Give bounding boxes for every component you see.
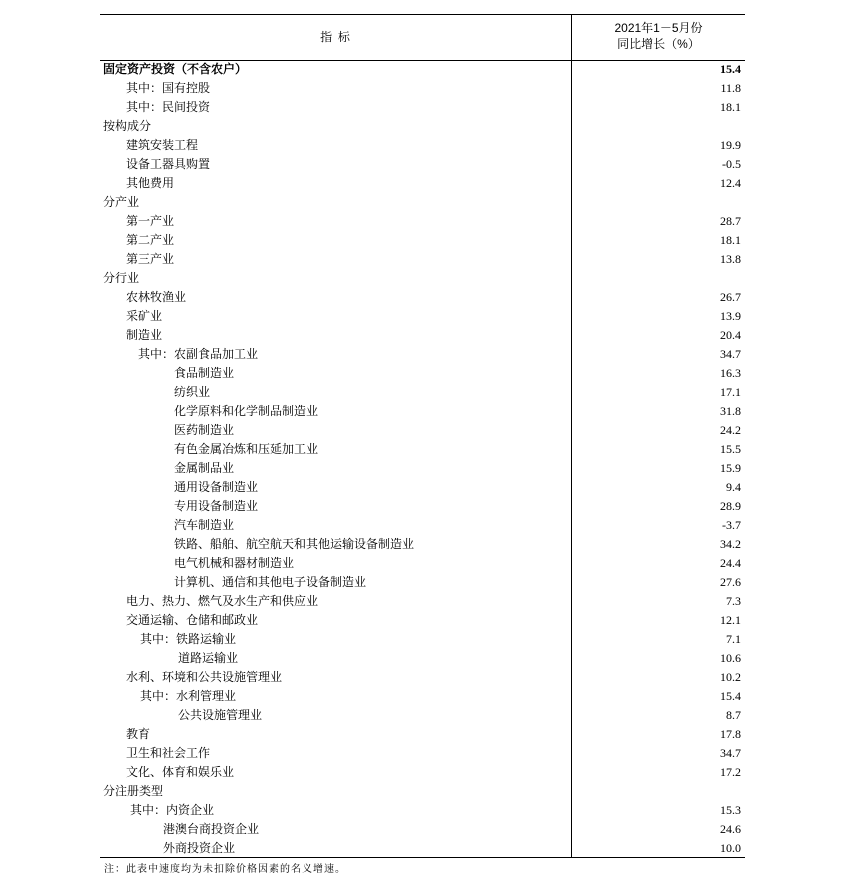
table-row [100, 839, 745, 858]
row-value: 27.6 [720, 575, 741, 589]
row-label: 铁路、船舶、航空航天和其他运输设备制造业 [174, 537, 415, 551]
row-label: 电气机械和器材制造业 [174, 556, 295, 570]
table-row [100, 326, 745, 345]
row-label: 公共设施管理业 [178, 708, 263, 722]
table-row [100, 383, 745, 402]
table-row [100, 668, 745, 687]
row-label: 道路运输业 [178, 651, 239, 665]
row-value: 15.3 [720, 803, 741, 817]
row-value: 13.8 [720, 252, 741, 266]
table-row [100, 535, 745, 554]
row-label: 其中：水利管理业 [140, 689, 237, 703]
row-value: 7.1 [726, 632, 741, 646]
table-row [100, 79, 745, 98]
row-label: 固定资产投资（不含农户） [103, 62, 248, 76]
table-row [100, 687, 745, 706]
table-row [100, 269, 745, 288]
table-row [100, 497, 745, 516]
row-value: 10.2 [720, 670, 741, 684]
row-label: 外商投资企业 [163, 841, 236, 855]
table-row [100, 307, 745, 326]
table-row [100, 820, 745, 839]
row-label: 纺织业 [174, 385, 211, 399]
row-label: 采矿业 [126, 309, 163, 323]
row-label: 计算机、通信和其他电子设备制造业 [174, 575, 367, 589]
table-row [100, 744, 745, 763]
header-value-period: 2021年1－5月份 [614, 21, 703, 35]
table-row [100, 592, 745, 611]
row-label: 分产业 [103, 195, 140, 209]
row-value: 24.2 [720, 423, 741, 437]
row-label: 专用设备制造业 [174, 499, 259, 513]
row-value: 15.5 [720, 442, 741, 456]
table-bottom-rule [100, 857, 745, 858]
table-row [100, 478, 745, 497]
row-label: 金属制品业 [174, 461, 235, 475]
row-label: 港澳台商投资企业 [163, 822, 260, 836]
row-value: 16.3 [720, 366, 741, 380]
table-row [100, 706, 745, 725]
row-label: 食品制造业 [174, 366, 235, 380]
row-label: 教育 [126, 727, 151, 741]
row-label: 设备工器具购置 [126, 157, 211, 171]
table-row [100, 725, 745, 744]
row-value: 24.4 [720, 556, 741, 570]
table-row [100, 250, 745, 269]
table-row [100, 421, 745, 440]
row-value: 11.8 [720, 81, 741, 95]
table-row [100, 573, 745, 592]
row-label: 建筑安装工程 [126, 138, 199, 152]
row-value: 28.9 [720, 499, 741, 513]
row-value: 34.2 [720, 537, 741, 551]
table-footnote: 注：此表中速度均为未扣除价格因素的名义增速。 [104, 864, 346, 875]
row-value: 17.1 [720, 385, 741, 399]
table-row [100, 649, 745, 668]
table-row [100, 117, 745, 136]
row-label: 交通运输、仓储和邮政业 [126, 613, 259, 627]
row-value: 12.1 [720, 613, 741, 627]
row-label: 按构成分 [103, 119, 152, 133]
row-label: 制造业 [126, 328, 163, 342]
table-row [100, 763, 745, 782]
row-value: -3.7 [722, 518, 741, 532]
row-label: 其中：国有控股 [126, 81, 211, 95]
table-row [100, 554, 745, 573]
row-label: 第二产业 [126, 233, 175, 247]
row-label: 农林牧渔业 [126, 290, 187, 304]
table-row [100, 136, 745, 155]
row-label: 分注册类型 [103, 784, 164, 798]
row-label: 第一产业 [126, 214, 175, 228]
row-label: 通用设备制造业 [174, 480, 259, 494]
row-value: 10.6 [720, 651, 741, 665]
row-value: 34.7 [720, 347, 741, 361]
table-row [100, 440, 745, 459]
row-label: 其中：农副食品加工业 [138, 347, 259, 361]
row-label: 文化、体育和娱乐业 [126, 765, 235, 779]
row-label: 分行业 [103, 271, 140, 285]
row-label: 医药制造业 [174, 423, 235, 437]
header-value [572, 20, 745, 52]
row-value: 9.4 [726, 480, 741, 494]
row-label: 汽车制造业 [174, 518, 235, 532]
table-row [100, 231, 745, 250]
row-label: 化学原料和化学制品制造业 [174, 404, 319, 418]
table-row [100, 801, 745, 820]
row-value: 17.8 [720, 727, 741, 741]
table-row [100, 288, 745, 307]
row-value: 18.1 [720, 100, 741, 114]
table-row [100, 193, 745, 212]
table-row [100, 155, 745, 174]
row-label: 其中：民间投资 [126, 100, 211, 114]
table-row [100, 98, 745, 117]
table-row [100, 459, 745, 478]
row-value: 15.9 [720, 461, 741, 475]
row-label: 卫生和社会工作 [126, 746, 211, 760]
row-label: 电力、热力、燃气及水生产和供应业 [126, 594, 319, 608]
header-value-unit: 同比增长（%） [617, 37, 700, 51]
row-label: 第三产业 [126, 252, 175, 266]
header-indicator: 指 标 [320, 30, 351, 44]
row-value: 15.4 [720, 689, 741, 703]
row-value: 24.6 [720, 822, 741, 836]
table-row [100, 174, 745, 193]
table-row [100, 345, 745, 364]
table-row [100, 611, 745, 630]
row-value: 20.4 [720, 328, 741, 342]
row-value: 7.3 [726, 594, 741, 608]
row-label: 有色金属冶炼和压延加工业 [174, 442, 319, 456]
row-value: 10.0 [720, 841, 741, 855]
row-value: 13.9 [720, 309, 741, 323]
row-label: 水利、环境和公共设施管理业 [126, 670, 283, 684]
table-row [100, 516, 745, 535]
row-value: 31.8 [720, 404, 741, 418]
table-row [100, 402, 745, 421]
row-value: 26.7 [720, 290, 741, 304]
table-body [100, 60, 745, 858]
row-value: 19.9 [720, 138, 741, 152]
table-row [100, 212, 745, 231]
row-label: 其他费用 [126, 176, 175, 190]
row-value: 8.7 [726, 708, 741, 722]
table-row [100, 782, 745, 801]
table-row [100, 630, 745, 649]
table-row [100, 60, 745, 79]
row-value: 17.2 [720, 765, 741, 779]
row-value: 12.4 [720, 176, 741, 190]
row-value: 18.1 [720, 233, 741, 247]
row-value: 15.4 [720, 62, 741, 76]
row-value: -0.5 [722, 157, 741, 171]
row-value: 28.7 [720, 214, 741, 228]
row-label: 其中：内资企业 [130, 803, 215, 817]
table-row [100, 364, 745, 383]
row-value: 34.7 [720, 746, 741, 760]
row-label: 其中：铁路运输业 [140, 632, 237, 646]
